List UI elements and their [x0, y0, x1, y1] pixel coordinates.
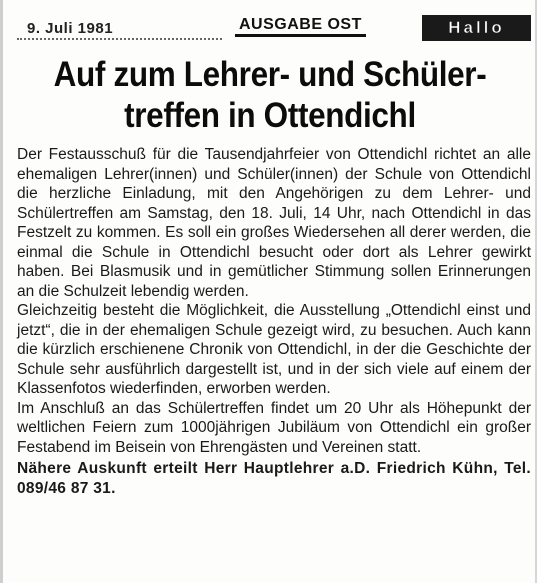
newspaper-logo-text: Hallo: [448, 18, 505, 37]
headline-line-1: Auf zum Lehrer- und Schüler-: [53, 55, 487, 94]
paragraph-invitation: Der Festausschuß für die Tausendjahrfeier von Ottendichl richtet an alle ehemaligen Lehrer(innen) und Schüler(innen) der Schule von Ottendichl die herzliche Einladung, mit den Angehörigen zu dem Lehrer- und Schülertreffen am Samstag, den 18. Juli, 14 Uhr, nach Ottendichl in das Festzelt zu kommen. Es soll ein großes Wiedersehen all derer werden, die einmal die Schule in Ottendichl besucht oder dort als Lehrer gewirkt haben. Bei Blasmusik und in gemütlicher Stimmung sollen Erinnerungen an die Schulzeit lebendig werden.: [17, 146, 531, 300]
issue-date: 9. Juli 1981: [27, 20, 114, 37]
paragraph-festabend: Im Anschluß an das Schülertreffen findet um 20 Uhr als Höhepunkt der weltlichen Feiern zum 1000jährigen Jubiläum von Ottendichl ein großer Festabend im Beisein von Ehrengästen und Vereinen statt.: [17, 399, 531, 456]
edition-label: AUSGABE OST: [235, 16, 366, 37]
newspaper-logo: [422, 15, 531, 41]
paragraph-exhibition: Gleichzeitig besteht die Möglichkeit, die Ausstellung „Ottendichl einst und jetzt“, die in der ehemaligen Schule gezeigt wird, zu besuchen. Auch kann die kürzlich erschienene Chronik von Ottendichl, in der die Geschichte der Schule sehr ausführlich dargestellt ist, und in der sich viele auf einem der Klassenfotos wiederfinden, erworben werden.: [17, 302, 531, 397]
dotted-rule: [17, 38, 222, 42]
masthead-strip: [17, 6, 535, 48]
contact-info: Nähere Auskunft erteilt Herr Hauptlehrer a.D. Friedrich Kühn, Tel. 089/46 87 31.: [17, 460, 531, 497]
article-body: [17, 145, 531, 498]
headline-line-2: treffen in Ottendichl: [124, 96, 416, 135]
article-headline: [37, 54, 503, 136]
